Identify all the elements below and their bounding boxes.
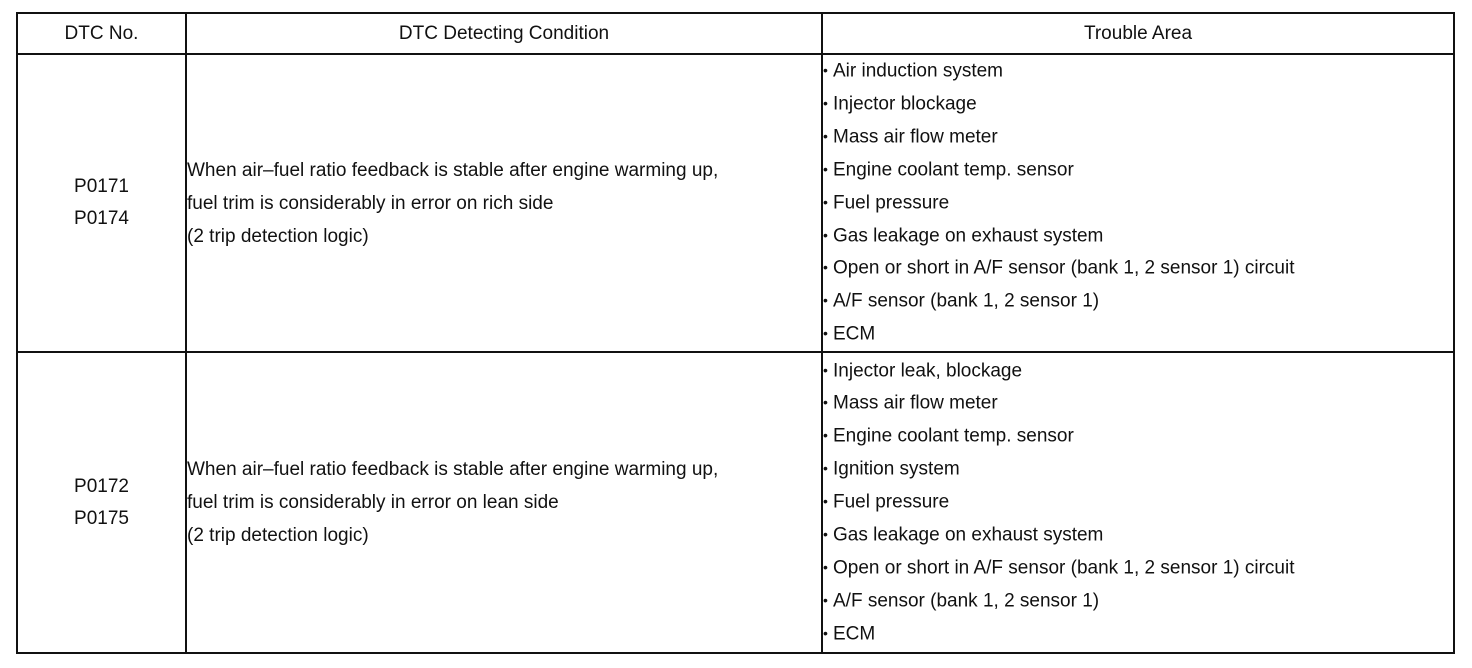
list-item: [823, 154, 1453, 187]
condition-text: fuel trim is considerably in error on lean side: [187, 492, 559, 514]
list-item: [823, 453, 1453, 486]
trouble-area-text: Mass air flow meter: [833, 392, 998, 414]
header-dtc-no: DTC No.: [17, 13, 186, 54]
dtc-code-cell: [17, 54, 186, 352]
trouble-area-text: ECM: [833, 623, 876, 645]
header-trouble-area: Trouble Area: [822, 13, 1454, 54]
bullet-icon: •: [823, 427, 828, 444]
list-item: [823, 420, 1453, 453]
bullet-icon: •: [823, 94, 828, 111]
trouble-area-text: Injector blockage: [833, 93, 977, 115]
table-header-row: [17, 13, 1454, 54]
trouble-area-text: Injector leak, blockage: [833, 359, 1023, 381]
dtc-code: P0175: [74, 507, 129, 529]
list-item: [823, 318, 1453, 351]
list-item: [823, 552, 1453, 585]
detecting-condition-cell: [186, 352, 822, 653]
list-item: [823, 55, 1453, 88]
bullet-icon: •: [823, 292, 828, 309]
condition-text: (2 trip detection logic): [187, 225, 369, 247]
trouble-area-text: Ignition system: [833, 458, 960, 480]
list-item: [823, 252, 1453, 285]
list-item: [823, 585, 1453, 618]
trouble-area-text: Engine coolant temp. sensor: [833, 159, 1074, 181]
dtc-code-cell: [17, 352, 186, 653]
trouble-area-text: A/F sensor (bank 1, 2 sensor 1): [833, 590, 1100, 612]
dtc-table: [16, 12, 1455, 654]
list-item: [823, 519, 1453, 552]
trouble-area-text: ECM: [833, 323, 876, 345]
trouble-area-text: A/F sensor (bank 1, 2 sensor 1): [833, 290, 1100, 312]
bullet-icon: •: [823, 361, 828, 378]
bullet-icon: •: [823, 259, 828, 276]
bullet-icon: •: [823, 559, 828, 576]
trouble-area-cell: [822, 352, 1454, 653]
list-item: [823, 387, 1453, 420]
condition-text: When air–fuel ratio feedback is stable after engine warming up,: [187, 159, 719, 181]
bullet-icon: •: [823, 493, 828, 510]
list-item: [823, 285, 1453, 318]
bullet-icon: •: [823, 394, 828, 411]
table-row: [17, 352, 1454, 653]
dtc-code: P0174: [74, 208, 129, 230]
table-row: [17, 54, 1454, 352]
bullet-icon: •: [823, 325, 828, 342]
condition-text: (2 trip detection logic): [187, 525, 369, 547]
header-detecting-condition: DTC Detecting Condition: [186, 13, 822, 54]
list-item: [823, 187, 1453, 220]
trouble-area-list: [823, 355, 1453, 651]
trouble-area-text: Gas leakage on exhaust system: [833, 524, 1104, 546]
bullet-icon: •: [823, 591, 828, 608]
list-item: [823, 220, 1453, 253]
condition-text: fuel trim is considerably in error on rich side: [187, 192, 554, 214]
bullet-icon: •: [823, 160, 828, 177]
detecting-condition-cell: [186, 54, 822, 352]
dtc-code: P0171: [74, 176, 129, 198]
bullet-icon: •: [823, 460, 828, 477]
trouble-area-text: Open or short in A/F sensor (bank 1, 2 sensor 1) circuit: [833, 557, 1295, 579]
trouble-area-text: Fuel pressure: [833, 191, 950, 213]
bullet-icon: •: [823, 526, 828, 543]
trouble-area-cell: [822, 54, 1454, 352]
trouble-area-text: Gas leakage on exhaust system: [833, 224, 1104, 246]
bullet-icon: •: [823, 62, 828, 78]
trouble-area-text: Mass air flow meter: [833, 126, 998, 148]
bullet-icon: •: [823, 624, 828, 641]
list-item: [823, 355, 1453, 388]
dtc-code: P0172: [74, 475, 129, 497]
trouble-area-text: Fuel pressure: [833, 491, 950, 513]
list-item: [823, 121, 1453, 154]
bullet-icon: •: [823, 226, 828, 243]
bullet-icon: •: [823, 127, 828, 144]
bullet-icon: •: [823, 193, 828, 210]
list-item: [823, 486, 1453, 519]
trouble-area-text: Air induction system: [833, 60, 1004, 82]
trouble-area-text: Engine coolant temp. sensor: [833, 425, 1074, 447]
trouble-area-list: [823, 55, 1453, 351]
trouble-area-text: Open or short in A/F sensor (bank 1, 2 sensor 1) circuit: [833, 257, 1295, 279]
list-item: [823, 88, 1453, 121]
condition-text: When air–fuel ratio feedback is stable after engine warming up,: [187, 459, 719, 481]
list-item: [823, 618, 1453, 651]
